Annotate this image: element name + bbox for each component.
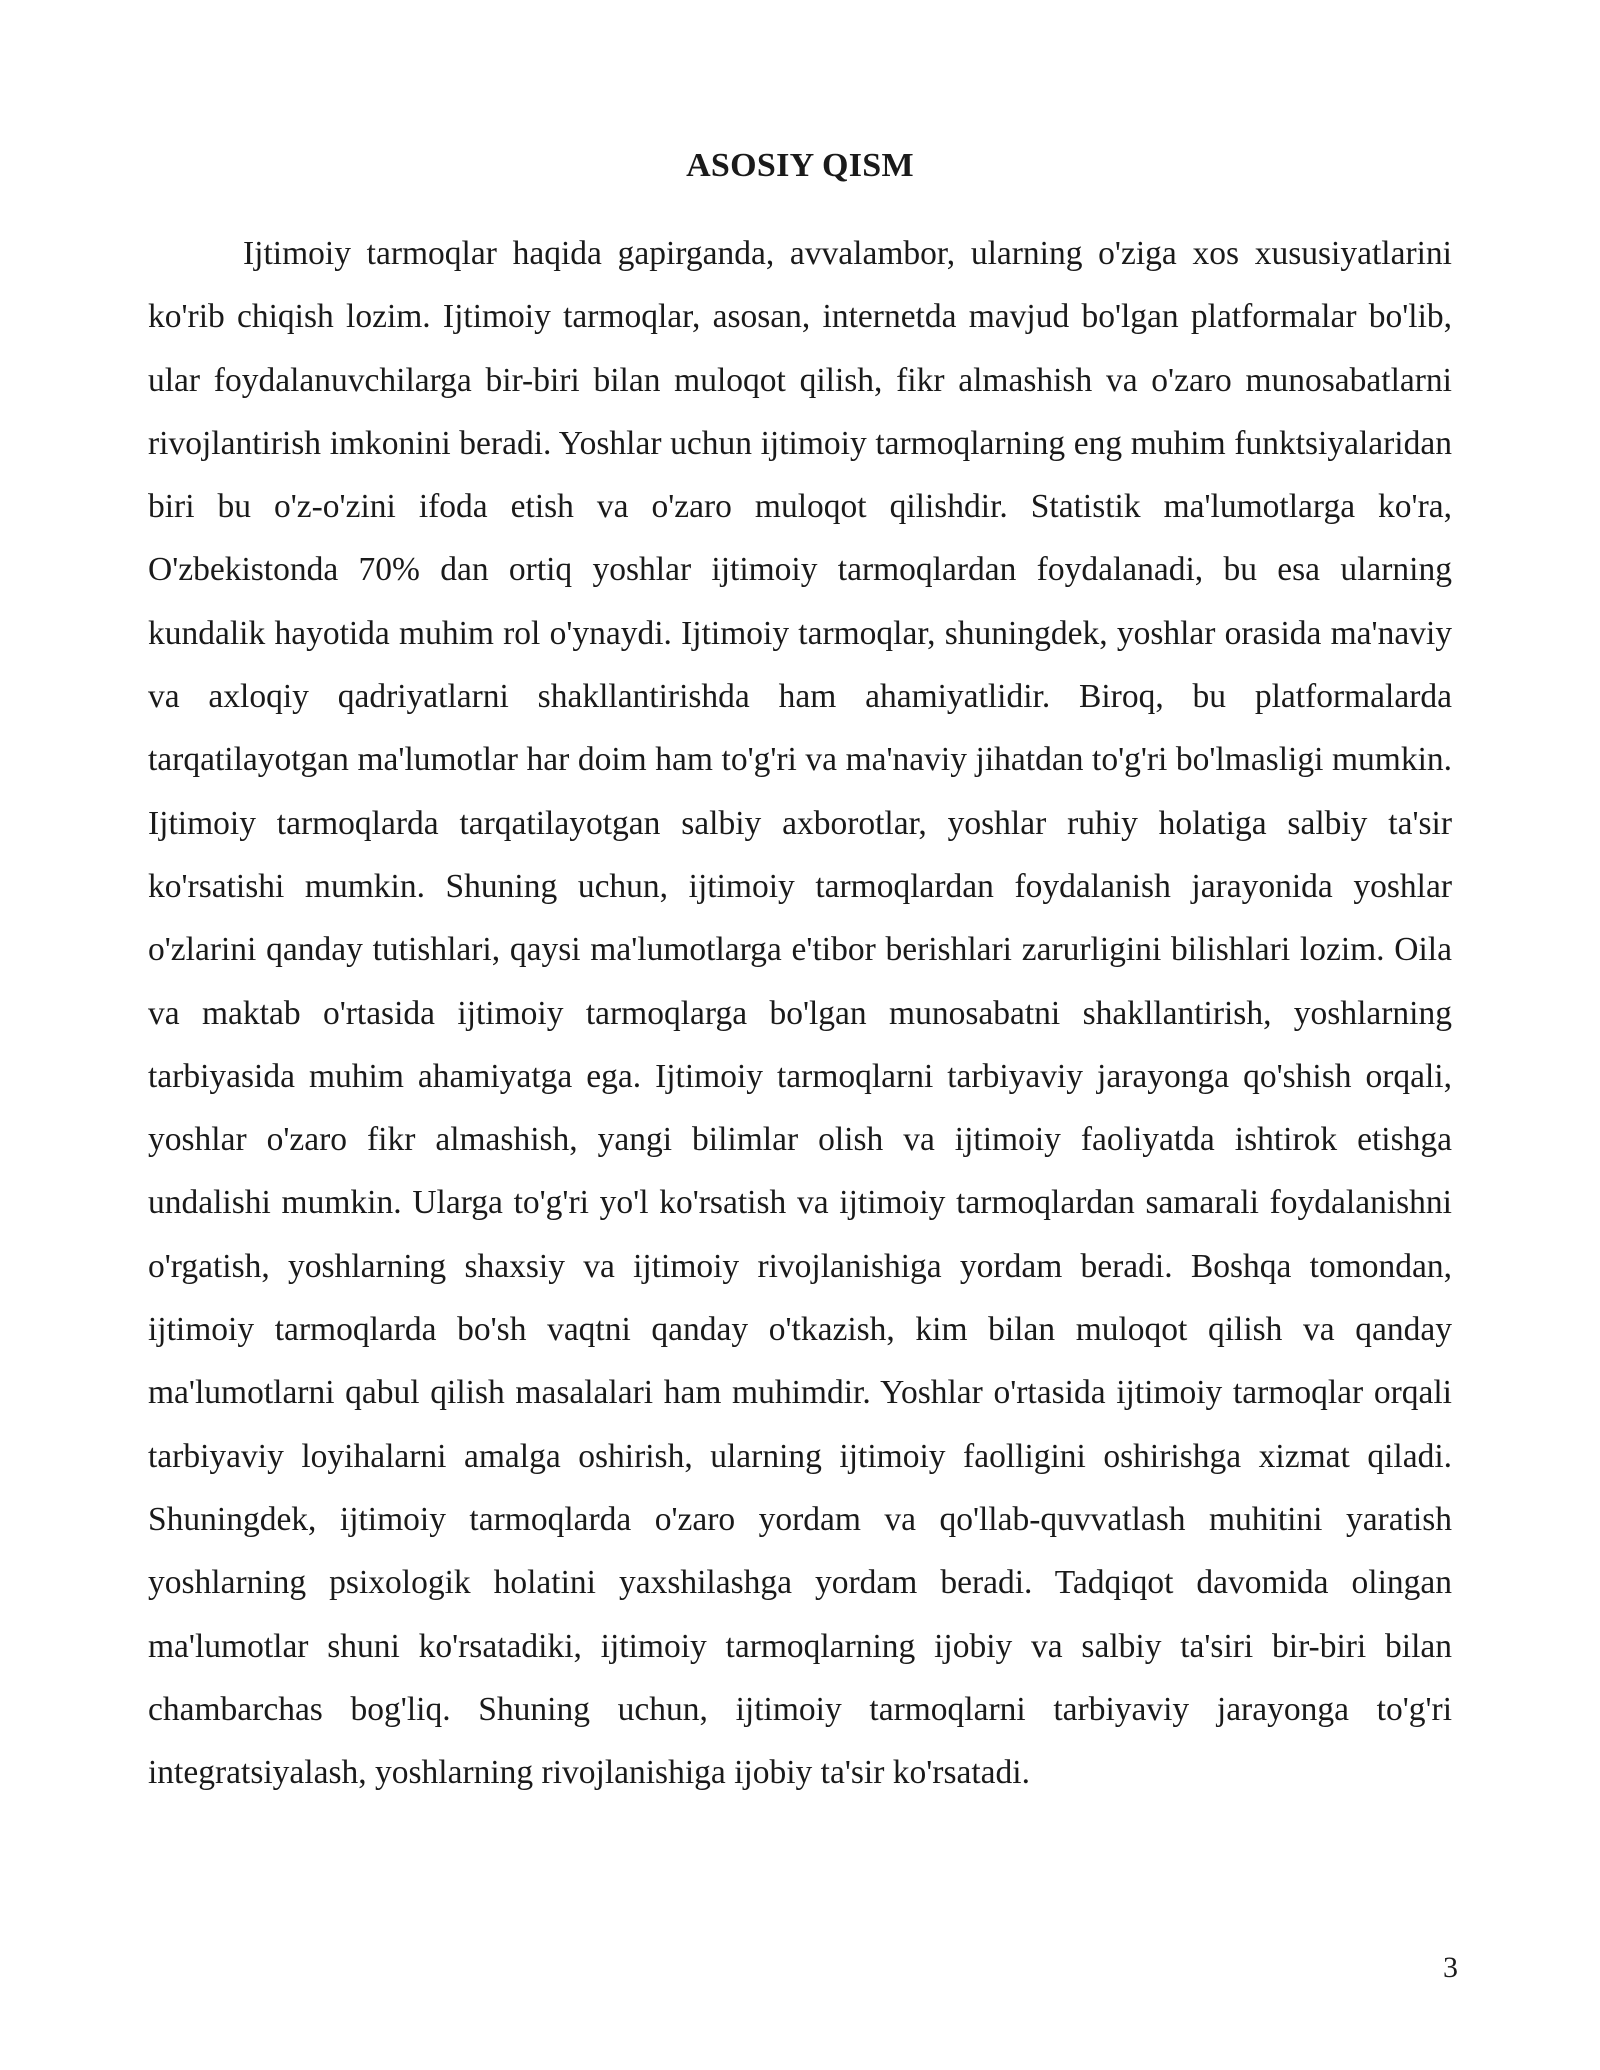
page-number: 3 (1443, 1951, 1458, 1984)
body-paragraph: Ijtimoiy tarmoqlar haqida gapirganda, avvalambor, ularning o'ziga xos xususiyatlarini ko'rib chiqish lozim. Ijtimoiy tarmoqlar, asosan, internetda mavjud bo'lgan platformalar bo'lib, ular foydalanuvchilarga bir-biri bilan muloqot qilish, fikr almashish va o'zaro munosabatlarni rivojlantirish imkonini beradi. Yoshlar uchun ijtimoiy tarmoqlarning eng muhim funktsiyalaridan biri bu o'z-o'zini ifoda etish va o'zaro muloqot qilishdir. Statistik ma'lumotlarga ko'ra, O'zbekistonda 70% dan ortiq yoshlar ijtimoiy tarmoqlardan foydalanadi, bu esa ularning kundalik hayotida muhim rol o'ynaydi. Ijtimoiy tarmoqlar, shuningdek, yoshlar orasida ma'naviy va axloqiy qadriyatlarni shakllantirishda ham ahamiyatlidir. Biroq, bu platformalarda tarqatilayotgan ma'lumotlar har doim ham to'g'ri va ma'naviy jihatdan to'g'ri bo'lmasligi mumkin. Ijtimoiy tarmoqlarda tarqatilayotgan salbiy axborotlar, yoshlar ruhiy holatiga salbiy ta'sir ko'rsatishi mumkin. Shuning uchun, ijtimoiy tarmoqlardan foydalanish jarayonida yoshlar o'zlarini qanday tutishlari, qaysi ma'lumotlarga e'tibor berishlari zarurligini bilishlari lozim. Oila va maktab o'rtasida ijtimoiy tarmoqlarga bo'lgan munosabatni shakllantirish, yoshlarning tarbiyasida muhim ahamiyatga ega. Ijtimoiy tarmoqlarni tarbiyaviy jarayonga qo'shish orqali, yoshlar o'zaro fikr almashish, yangi bilimlar olish va ijtimoiy faoliyatda ishtirok etishga undalishi mumkin. Ularga to'g'ri yo'l ko'rsatish va ijtimoiy tarmoqlardan samarali foydalanishni o'rgatish, yoshlarning shaxsiy va ijtimoiy rivojlanishiga yordam beradi. Boshqa tomondan, ijtimoiy tarmoqlarda bo'sh vaqtni qanday o'tkazish, kim bilan muloqot qilish va qanday ma'lumotlarni qabul qilish masalalari ham muhimdir. Yoshlar o'rtasida ijtimoiy tarmoqlar orqali tarbiyaviy loyihalarni amalga oshirish, ularning ijtimoiy faolligini oshirishga xizmat qiladi. Shuningdek, ijtimoiy tarmoqlarda o'zaro yordam va qo'llab-quvvatlash muhitini yaratish yoshlarning psixologik holatini yaxshilashga yordam beradi. Tadqiqot davomida olingan ma'lumotlar shuni ko'rsatadiki, ijtimoiy tarmoqlarning ijobiy va salbiy ta'siri bir-biri bilan chambarchas bog'liq. Shuning uchun, ijtimoiy tarmoqlarni tarbiyaviy jarayonga to'g'ri integratsiyalash, yoshlarning rivojlanishiga ijobiy ta'sir ko'rsatadi. (148, 235, 1452, 1792)
section-heading: ASOSIY QISM (686, 147, 914, 184)
